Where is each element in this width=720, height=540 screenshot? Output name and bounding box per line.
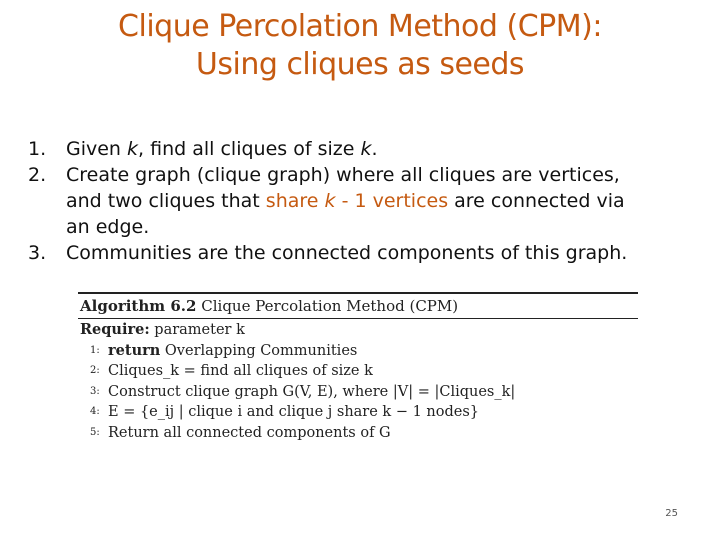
- step-text-part: Given: [66, 138, 128, 160]
- highlight-part: share: [265, 190, 325, 212]
- title-line-1: Clique Percolation Method (CPM):: [118, 9, 602, 44]
- algorithm-header: [78, 294, 638, 318]
- variable-k: k: [127, 138, 139, 160]
- highlight-text: [266, 190, 448, 212]
- highlight-part: - 1 vertices: [335, 190, 449, 212]
- algorithm-line: [80, 382, 636, 403]
- line-number: 2:: [90, 365, 100, 376]
- step-2: [28, 162, 708, 240]
- step-text-part: .: [371, 138, 378, 160]
- step-text-part: and two cliques that: [66, 190, 266, 212]
- line-text: Overlapping Communities: [160, 342, 358, 359]
- title-line-2: Using cliques as seeds: [195, 47, 525, 82]
- variable-k: k: [360, 138, 372, 160]
- line-text: Return all connected components of G: [108, 424, 391, 441]
- algorithm-require: [80, 320, 636, 341]
- step-text-part: are connected via: [448, 190, 625, 212]
- slide-title: [0, 8, 720, 84]
- step-1: [28, 136, 708, 162]
- line-number: 4:: [90, 406, 100, 417]
- page-number: 25: [665, 508, 678, 519]
- require-value: parameter k: [154, 322, 245, 338]
- line-text: E = {e_ij | clique i and clique j share k − 1 nodes}: [108, 404, 480, 420]
- require-label: Require:: [80, 321, 150, 338]
- line-text: Cliques_k = find all cliques of size k: [108, 363, 373, 379]
- step-number: 2.: [28, 164, 47, 186]
- algorithm-line: [80, 423, 636, 444]
- algorithm-body: [78, 319, 638, 444]
- line-number: 1:: [90, 344, 100, 356]
- step-number: 3.: [28, 242, 47, 264]
- line-number: 5:: [90, 426, 100, 438]
- step-text: [66, 136, 708, 162]
- step-3: [28, 240, 708, 266]
- line-text: Construct clique graph G(V, E), where |V| = |Cliques_k|: [108, 383, 516, 400]
- steps-list: [28, 136, 708, 266]
- algorithm-label: Algorithm 6.2: [80, 297, 197, 315]
- line-keyword: return: [108, 341, 161, 359]
- algorithm-line: [80, 402, 636, 423]
- step-text-part: Create graph (clique graph) where all cliques are vertices,: [66, 164, 620, 186]
- step-number: 1.: [28, 138, 47, 160]
- algorithm-line: [80, 341, 636, 362]
- step-text: [66, 162, 708, 240]
- algorithm-line: [80, 361, 636, 382]
- algorithm-box: [78, 292, 638, 444]
- step-text-part: an edge.: [66, 216, 150, 238]
- algorithm-name: Clique Percolation Method (CPM): [201, 297, 459, 315]
- step-text-part: , find all cliques of size: [138, 138, 361, 160]
- line-number: 3:: [90, 385, 100, 397]
- step-text: Communities are the connected components of this graph.: [66, 242, 628, 264]
- variable-k: k: [324, 190, 336, 212]
